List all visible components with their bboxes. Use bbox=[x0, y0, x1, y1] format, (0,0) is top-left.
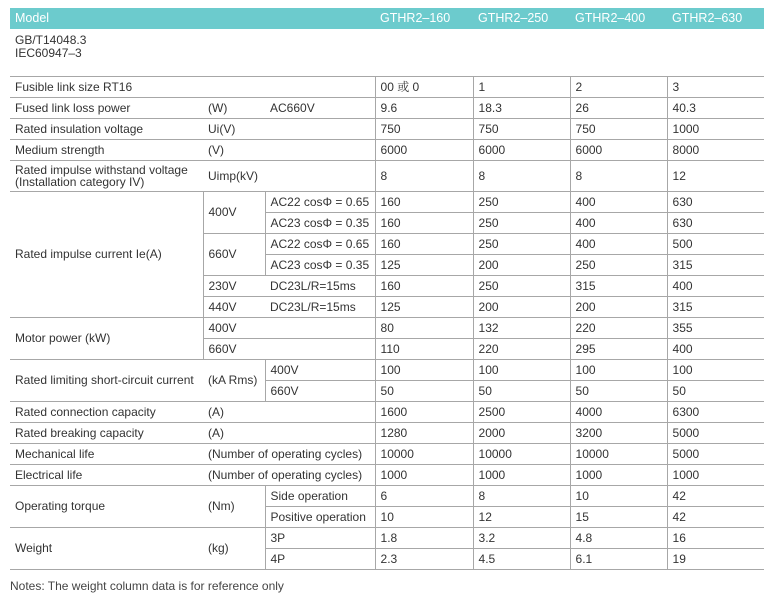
cell: 1000 bbox=[570, 465, 667, 486]
cell: 200 bbox=[570, 297, 667, 318]
cell: 110 bbox=[375, 339, 473, 360]
row-weight-1 bbox=[10, 528, 764, 549]
condition: DC23L/R=15ms bbox=[265, 276, 375, 297]
row-unit: (kg) bbox=[203, 528, 265, 570]
cell: 6300 bbox=[667, 402, 764, 423]
cell: 6000 bbox=[375, 140, 473, 161]
cell: 00 或 0 bbox=[375, 77, 473, 98]
row-label: Medium strength bbox=[10, 140, 203, 161]
cell: 19 bbox=[667, 549, 764, 570]
row-label: Weight bbox=[10, 528, 203, 570]
row-unit: Uimp(kV) bbox=[203, 161, 375, 192]
row-unit: (V) bbox=[203, 140, 375, 161]
cell: 50 bbox=[570, 381, 667, 402]
label-line: (Installation category IV) bbox=[15, 175, 145, 189]
row-condition: AC660V bbox=[265, 98, 375, 119]
voltage: 660V bbox=[203, 234, 265, 276]
cell: 750 bbox=[570, 119, 667, 140]
row-connection bbox=[10, 402, 764, 423]
voltage: 400V bbox=[265, 360, 375, 381]
cell: 8 bbox=[570, 161, 667, 192]
row-electrical bbox=[10, 465, 764, 486]
cell: 315 bbox=[570, 276, 667, 297]
cell: 8 bbox=[473, 486, 570, 507]
cell: 100 bbox=[667, 360, 764, 381]
cell: 12 bbox=[667, 161, 764, 192]
header-row bbox=[10, 8, 764, 29]
row-limiting-1 bbox=[10, 360, 764, 381]
row-label: Operating torque bbox=[10, 486, 203, 528]
condition: 4P bbox=[265, 549, 375, 570]
cell: 125 bbox=[375, 297, 473, 318]
cell: 16 bbox=[667, 528, 764, 549]
cell: 8 bbox=[473, 161, 570, 192]
standards-row bbox=[10, 29, 764, 77]
cell: 50 bbox=[667, 381, 764, 402]
row-label bbox=[10, 161, 203, 192]
cell: 400 bbox=[570, 192, 667, 213]
cell: 4.5 bbox=[473, 549, 570, 570]
cell: 400 bbox=[667, 339, 764, 360]
row-loss bbox=[10, 98, 764, 119]
cell: 6000 bbox=[473, 140, 570, 161]
row-unit: (Nm) bbox=[203, 486, 265, 528]
model-col-2: GTHR2–250 bbox=[473, 8, 570, 29]
row-label: Rated impulse current Ie(A) bbox=[10, 192, 203, 318]
footnote: Notes: The weight column data is for reference only bbox=[10, 579, 284, 593]
cell: 295 bbox=[570, 339, 667, 360]
cell: 355 bbox=[667, 318, 764, 339]
model-col-3: GTHR2–400 bbox=[570, 8, 667, 29]
condition: AC23 cosΦ = 0.35 bbox=[265, 213, 375, 234]
cell: 500 bbox=[667, 234, 764, 255]
cell: 2 bbox=[570, 77, 667, 98]
voltage: 660V bbox=[203, 339, 375, 360]
cell: 12 bbox=[473, 507, 570, 528]
voltage: 660V bbox=[265, 381, 375, 402]
row-label: Fusible link size RT16 bbox=[10, 77, 375, 98]
condition: Side operation bbox=[265, 486, 375, 507]
condition: DC23L/R=15ms bbox=[265, 297, 375, 318]
cell: 220 bbox=[473, 339, 570, 360]
voltage: 230V bbox=[203, 276, 265, 297]
condition: Positive operation bbox=[265, 507, 375, 528]
cell: 1000 bbox=[473, 465, 570, 486]
cell: 160 bbox=[375, 276, 473, 297]
cell: 80 bbox=[375, 318, 473, 339]
row-unit: (A) bbox=[203, 402, 375, 423]
cell: 750 bbox=[473, 119, 570, 140]
cell: 315 bbox=[667, 297, 764, 318]
row-unit: (W) bbox=[203, 98, 265, 119]
row-label: Mechanical life bbox=[10, 444, 203, 465]
voltage: 400V bbox=[203, 192, 265, 234]
standards bbox=[10, 29, 764, 77]
standard-gb: GB/T14048.3 bbox=[15, 33, 87, 47]
voltage: 440V bbox=[203, 297, 265, 318]
cell: 1000 bbox=[667, 119, 764, 140]
cell: 10000 bbox=[375, 444, 473, 465]
cell: 250 bbox=[570, 255, 667, 276]
cell: 3200 bbox=[570, 423, 667, 444]
cell: 160 bbox=[375, 234, 473, 255]
cell: 200 bbox=[473, 297, 570, 318]
row-impulse-withstand bbox=[10, 161, 764, 192]
model-col-1: GTHR2–160 bbox=[375, 8, 473, 29]
cell: 50 bbox=[473, 381, 570, 402]
cell: 220 bbox=[570, 318, 667, 339]
cell: 160 bbox=[375, 192, 473, 213]
row-label: Motor power (kW) bbox=[10, 318, 203, 360]
cell: 26 bbox=[570, 98, 667, 119]
cell: 4000 bbox=[570, 402, 667, 423]
cell: 1.8 bbox=[375, 528, 473, 549]
condition: AC22 cosΦ = 0.65 bbox=[265, 192, 375, 213]
cell: 100 bbox=[375, 360, 473, 381]
row-mechanical bbox=[10, 444, 764, 465]
cell: 750 bbox=[375, 119, 473, 140]
cell: 6.1 bbox=[570, 549, 667, 570]
cell: 50 bbox=[375, 381, 473, 402]
cell: 4.8 bbox=[570, 528, 667, 549]
cell: 630 bbox=[667, 192, 764, 213]
cell: 10 bbox=[375, 507, 473, 528]
voltage: 400V bbox=[203, 318, 375, 339]
cell: 100 bbox=[570, 360, 667, 381]
condition: 3P bbox=[265, 528, 375, 549]
cell: 9.6 bbox=[375, 98, 473, 119]
row-fusible bbox=[10, 77, 764, 98]
row-unit: (Number of operating cycles) bbox=[203, 465, 375, 486]
row-unit: (A) bbox=[203, 423, 375, 444]
condition: AC22 cosΦ = 0.65 bbox=[265, 234, 375, 255]
cell: 1600 bbox=[375, 402, 473, 423]
cell: 2.3 bbox=[375, 549, 473, 570]
cell: 5000 bbox=[667, 423, 764, 444]
cell: 42 bbox=[667, 507, 764, 528]
cell: 8000 bbox=[667, 140, 764, 161]
standard-iec: IEC60947–3 bbox=[15, 46, 82, 60]
cell: 160 bbox=[375, 213, 473, 234]
cell: 42 bbox=[667, 486, 764, 507]
cell: 2000 bbox=[473, 423, 570, 444]
row-motor-1 bbox=[10, 318, 764, 339]
cell: 1000 bbox=[667, 465, 764, 486]
cell: 250 bbox=[473, 234, 570, 255]
row-label: Rated connection capacity bbox=[10, 402, 203, 423]
row-unit: (Number of operating cycles) bbox=[203, 444, 375, 465]
row-label: Rated breaking capacity bbox=[10, 423, 203, 444]
row-label: Rated insulation voltage bbox=[10, 119, 203, 140]
label-line: Rated impulse withstand voltage bbox=[15, 163, 188, 177]
row-medium bbox=[10, 140, 764, 161]
row-label: Electrical life bbox=[10, 465, 203, 486]
cell: 1 bbox=[473, 77, 570, 98]
row-impulse-current-1 bbox=[10, 192, 764, 213]
row-label: Rated limiting short-circuit current bbox=[10, 360, 203, 402]
cell: 15 bbox=[570, 507, 667, 528]
row-insulation bbox=[10, 119, 764, 140]
cell: 400 bbox=[570, 213, 667, 234]
cell: 1280 bbox=[375, 423, 473, 444]
cell: 10000 bbox=[570, 444, 667, 465]
cell: 400 bbox=[570, 234, 667, 255]
row-unit: Ui(V) bbox=[203, 119, 375, 140]
cell: 10000 bbox=[473, 444, 570, 465]
cell: 6 bbox=[375, 486, 473, 507]
cell: 1000 bbox=[375, 465, 473, 486]
condition: AC23 cosΦ = 0.35 bbox=[265, 255, 375, 276]
model-header: Model bbox=[10, 8, 375, 29]
spec-table bbox=[10, 8, 764, 570]
cell: 200 bbox=[473, 255, 570, 276]
model-col-4: GTHR2–630 bbox=[667, 8, 764, 29]
cell: 2500 bbox=[473, 402, 570, 423]
row-torque-1 bbox=[10, 486, 764, 507]
cell: 630 bbox=[667, 213, 764, 234]
cell: 5000 bbox=[667, 444, 764, 465]
cell: 3.2 bbox=[473, 528, 570, 549]
cell: 6000 bbox=[570, 140, 667, 161]
cell: 400 bbox=[667, 276, 764, 297]
cell: 8 bbox=[375, 161, 473, 192]
row-breaking bbox=[10, 423, 764, 444]
cell: 100 bbox=[473, 360, 570, 381]
row-label: Fused link loss power bbox=[10, 98, 203, 119]
row-unit: (kA Rms) bbox=[203, 360, 265, 402]
cell: 18.3 bbox=[473, 98, 570, 119]
cell: 315 bbox=[667, 255, 764, 276]
cell: 10 bbox=[570, 486, 667, 507]
cell: 125 bbox=[375, 255, 473, 276]
cell: 132 bbox=[473, 318, 570, 339]
cell: 3 bbox=[667, 77, 764, 98]
cell: 250 bbox=[473, 213, 570, 234]
cell: 40.3 bbox=[667, 98, 764, 119]
cell: 250 bbox=[473, 276, 570, 297]
cell: 250 bbox=[473, 192, 570, 213]
